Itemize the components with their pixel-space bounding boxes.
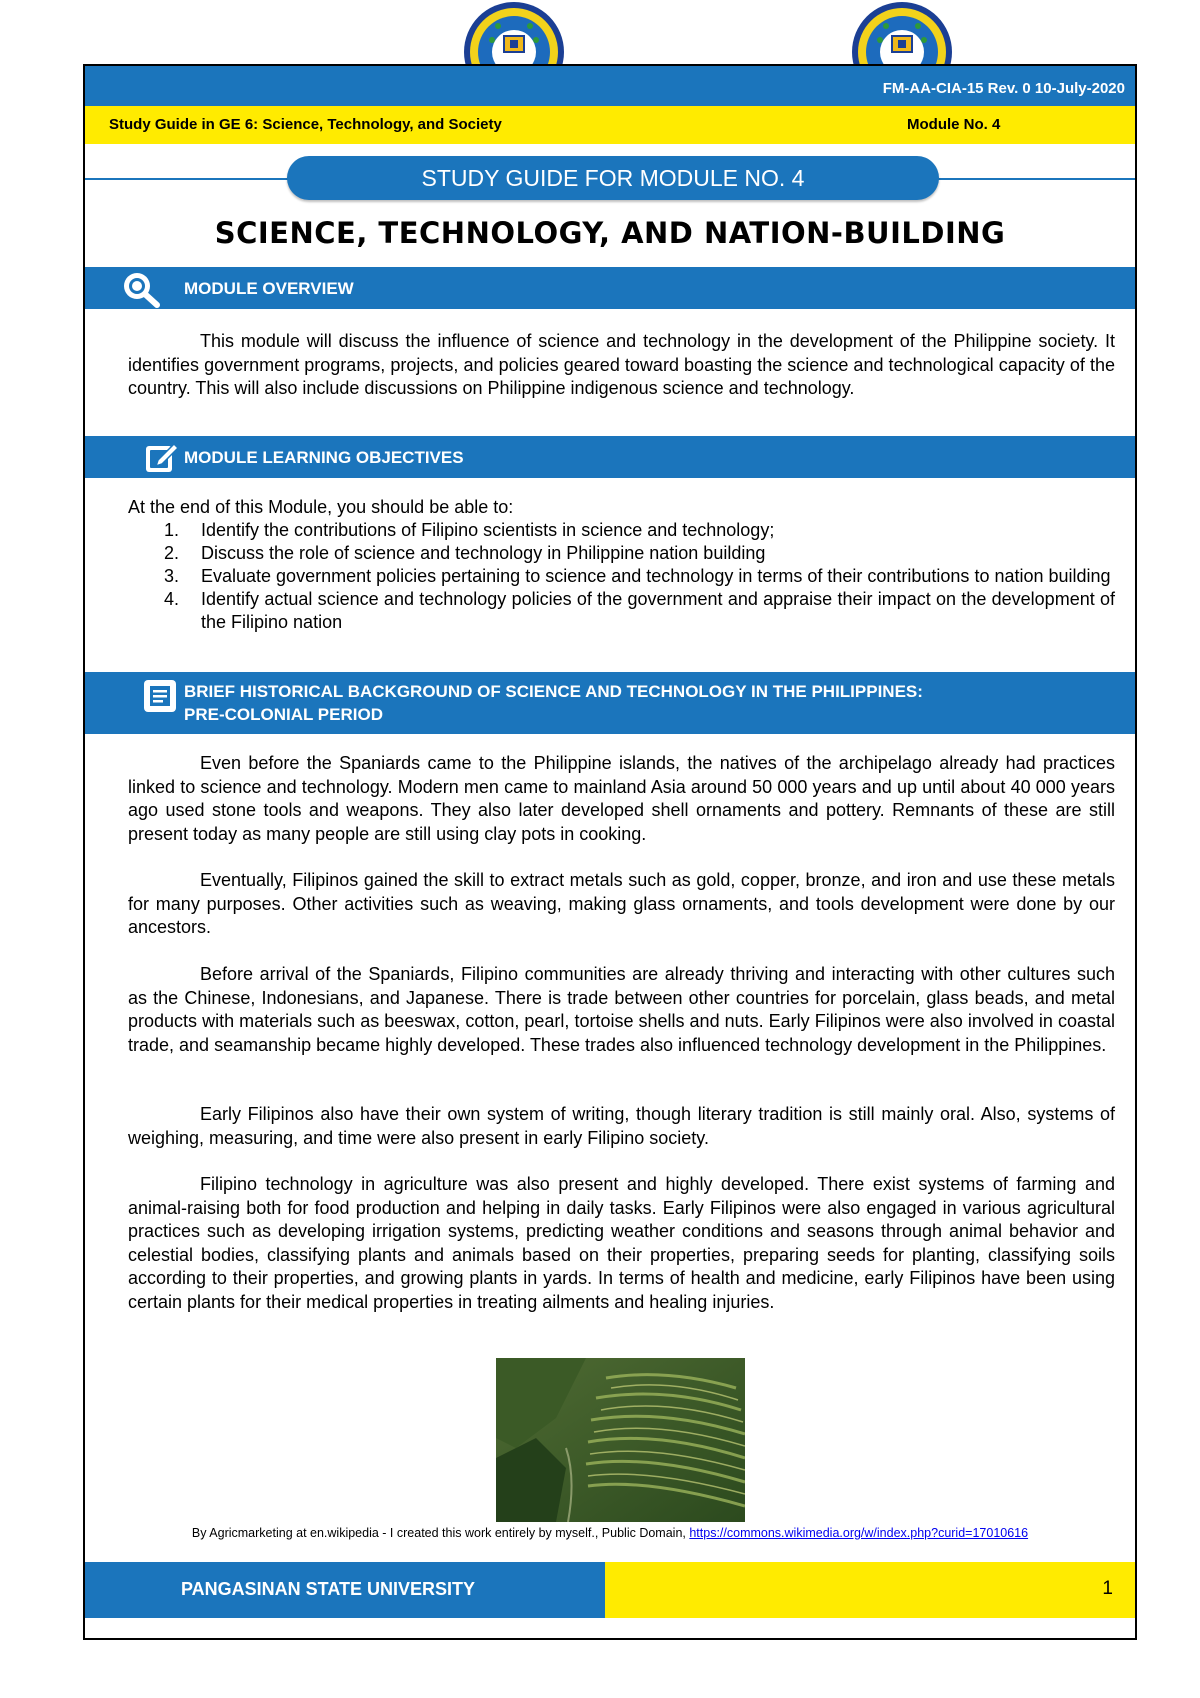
page-number: 1	[1102, 1578, 1113, 1599]
list-item: 3. Evaluate government policies pertaining to science and technology in terms of their contributions to nation building	[164, 566, 1111, 586]
header-bar	[85, 66, 1135, 106]
figure-source-link[interactable]: https://commons.wikimedia.org/w/index.php?curid=17010616	[689, 1526, 1029, 1540]
footer-page-bar	[605, 1562, 1135, 1618]
section-background-label-line1: BRIEF HISTORICAL BACKGROUND OF SCIENCE AND TECHNOLOGY IN THE PHILIPPINES:	[184, 682, 923, 701]
university-seal-left	[462, 0, 566, 66]
rice-terraces-photo	[496, 1358, 745, 1522]
module-number: Module No. 4	[907, 116, 1001, 133]
document-icon	[142, 678, 178, 719]
list-item: 1. Identify the contributions of Filipino scientists in science and technology;	[164, 520, 775, 540]
course-bar	[85, 106, 1135, 144]
form-code: FM-AA-CIA-15 Rev. 0 10-July-2020	[882, 80, 1125, 97]
course-title: Study Guide in GE 6: Science, Technology, and Society	[109, 116, 502, 133]
section-objectives-label: MODULE LEARNING OBJECTIVES	[184, 448, 464, 467]
background-paragraph-5: Filipino technology in agriculture was also present and highly developed. There exist systems of farming and animal-raising both for food production and helping in daily tasks. Early Filipinos were also engaged in various agricultural practices such as developing irrigation systems, predicting weather conditions and seasons through animal behavior and celestial bodies, classifying plants and animals based on their properties, preparing seeds for planting, classifying soils according to their properties, and growing plants in yards. In terms of health and medicine, early Filipinos have been using certain plants for their medical properties in treating ailments and healing injuries.	[128, 1174, 1115, 1312]
pencil-square-icon	[144, 440, 182, 481]
page-title: SCIENCE, TECHNOLOGY, AND NATION-BUILDING	[214, 216, 1006, 250]
background-paragraph-2: Eventually, Filipinos gained the skill to extract metals such as gold, copper, bronze, and iron and use these metals for many purposes. Other activities such as weaving, making glass ornaments, and tools development were done by our ancestors.	[128, 870, 1115, 937]
university-name: PANGASINAN STATE UNIVERSITY	[181, 1579, 476, 1599]
list-item: 4. Identify actual science and technology policies of the government and appraise their impact on the development of the Filipino nation	[164, 589, 1115, 632]
study-guide-banner: STUDY GUIDE FOR MODULE NO. 4	[287, 156, 939, 200]
footer-bar	[85, 1562, 605, 1618]
list-item: 2. Discuss the role of science and technology in Philippine nation building	[164, 543, 766, 563]
overview-paragraph: This module will discuss the influence of science and technology in the development of the Philippine society. It identifies government programs, projects, and policies geared toward boasting the science and technological capacity of the country. This will also include discussions on Philippine indigenous science and technology.	[128, 331, 1115, 398]
section-overview-label: MODULE OVERVIEW	[184, 279, 354, 298]
university-seal-right	[850, 0, 954, 66]
section-objectives-heading	[85, 436, 1135, 478]
background-paragraph-1: Even before the Spaniards came to the Philippine islands, the natives of the archipelago already had practices linked to science and technology. Modern men came to mainland Asia around 50 000 years and up until about 40 000 years ago used stone tools and weapons. They also later developed shell ornaments and pottery. Remnants of these are still present today as many people are still using clay pots in cooking.	[128, 753, 1115, 844]
objectives-list	[128, 519, 1115, 634]
section-background-label-line2: PRE-COLONIAL PERIOD	[184, 705, 383, 724]
figure-caption: By Agricmarketing at en.wikipedia - I created this work entirely by myself., Public Domain, https://commons.wikimedia.org/w/index.php?curid=17010616	[191, 1526, 1029, 1540]
section-overview-heading	[85, 267, 1135, 309]
background-paragraph-4: Early Filipinos also have their own system of writing, though literary tradition is still mainly oral. Also, systems of weighing, measuring, and time were also present in early Filipino society.	[128, 1104, 1115, 1148]
objectives-intro: At the end of this Module, you should be able to:	[128, 497, 514, 517]
magnifier-icon	[121, 270, 161, 313]
section-background-heading	[85, 672, 1135, 734]
background-paragraph-3: Before arrival of the Spaniards, Filipino communities are already thriving and interacting with other cultures such as the Chinese, Indonesians, and Japanese. There is trade between other countries for porcelain, glass beads, and metal products with materials such as beeswax, cotton, pearl, tortoise shells and nuts. Early Filipinos were also involved in coastal trade, and seamanship became highly developed. These trades also influenced technology development in the Philippines.	[128, 964, 1115, 1055]
